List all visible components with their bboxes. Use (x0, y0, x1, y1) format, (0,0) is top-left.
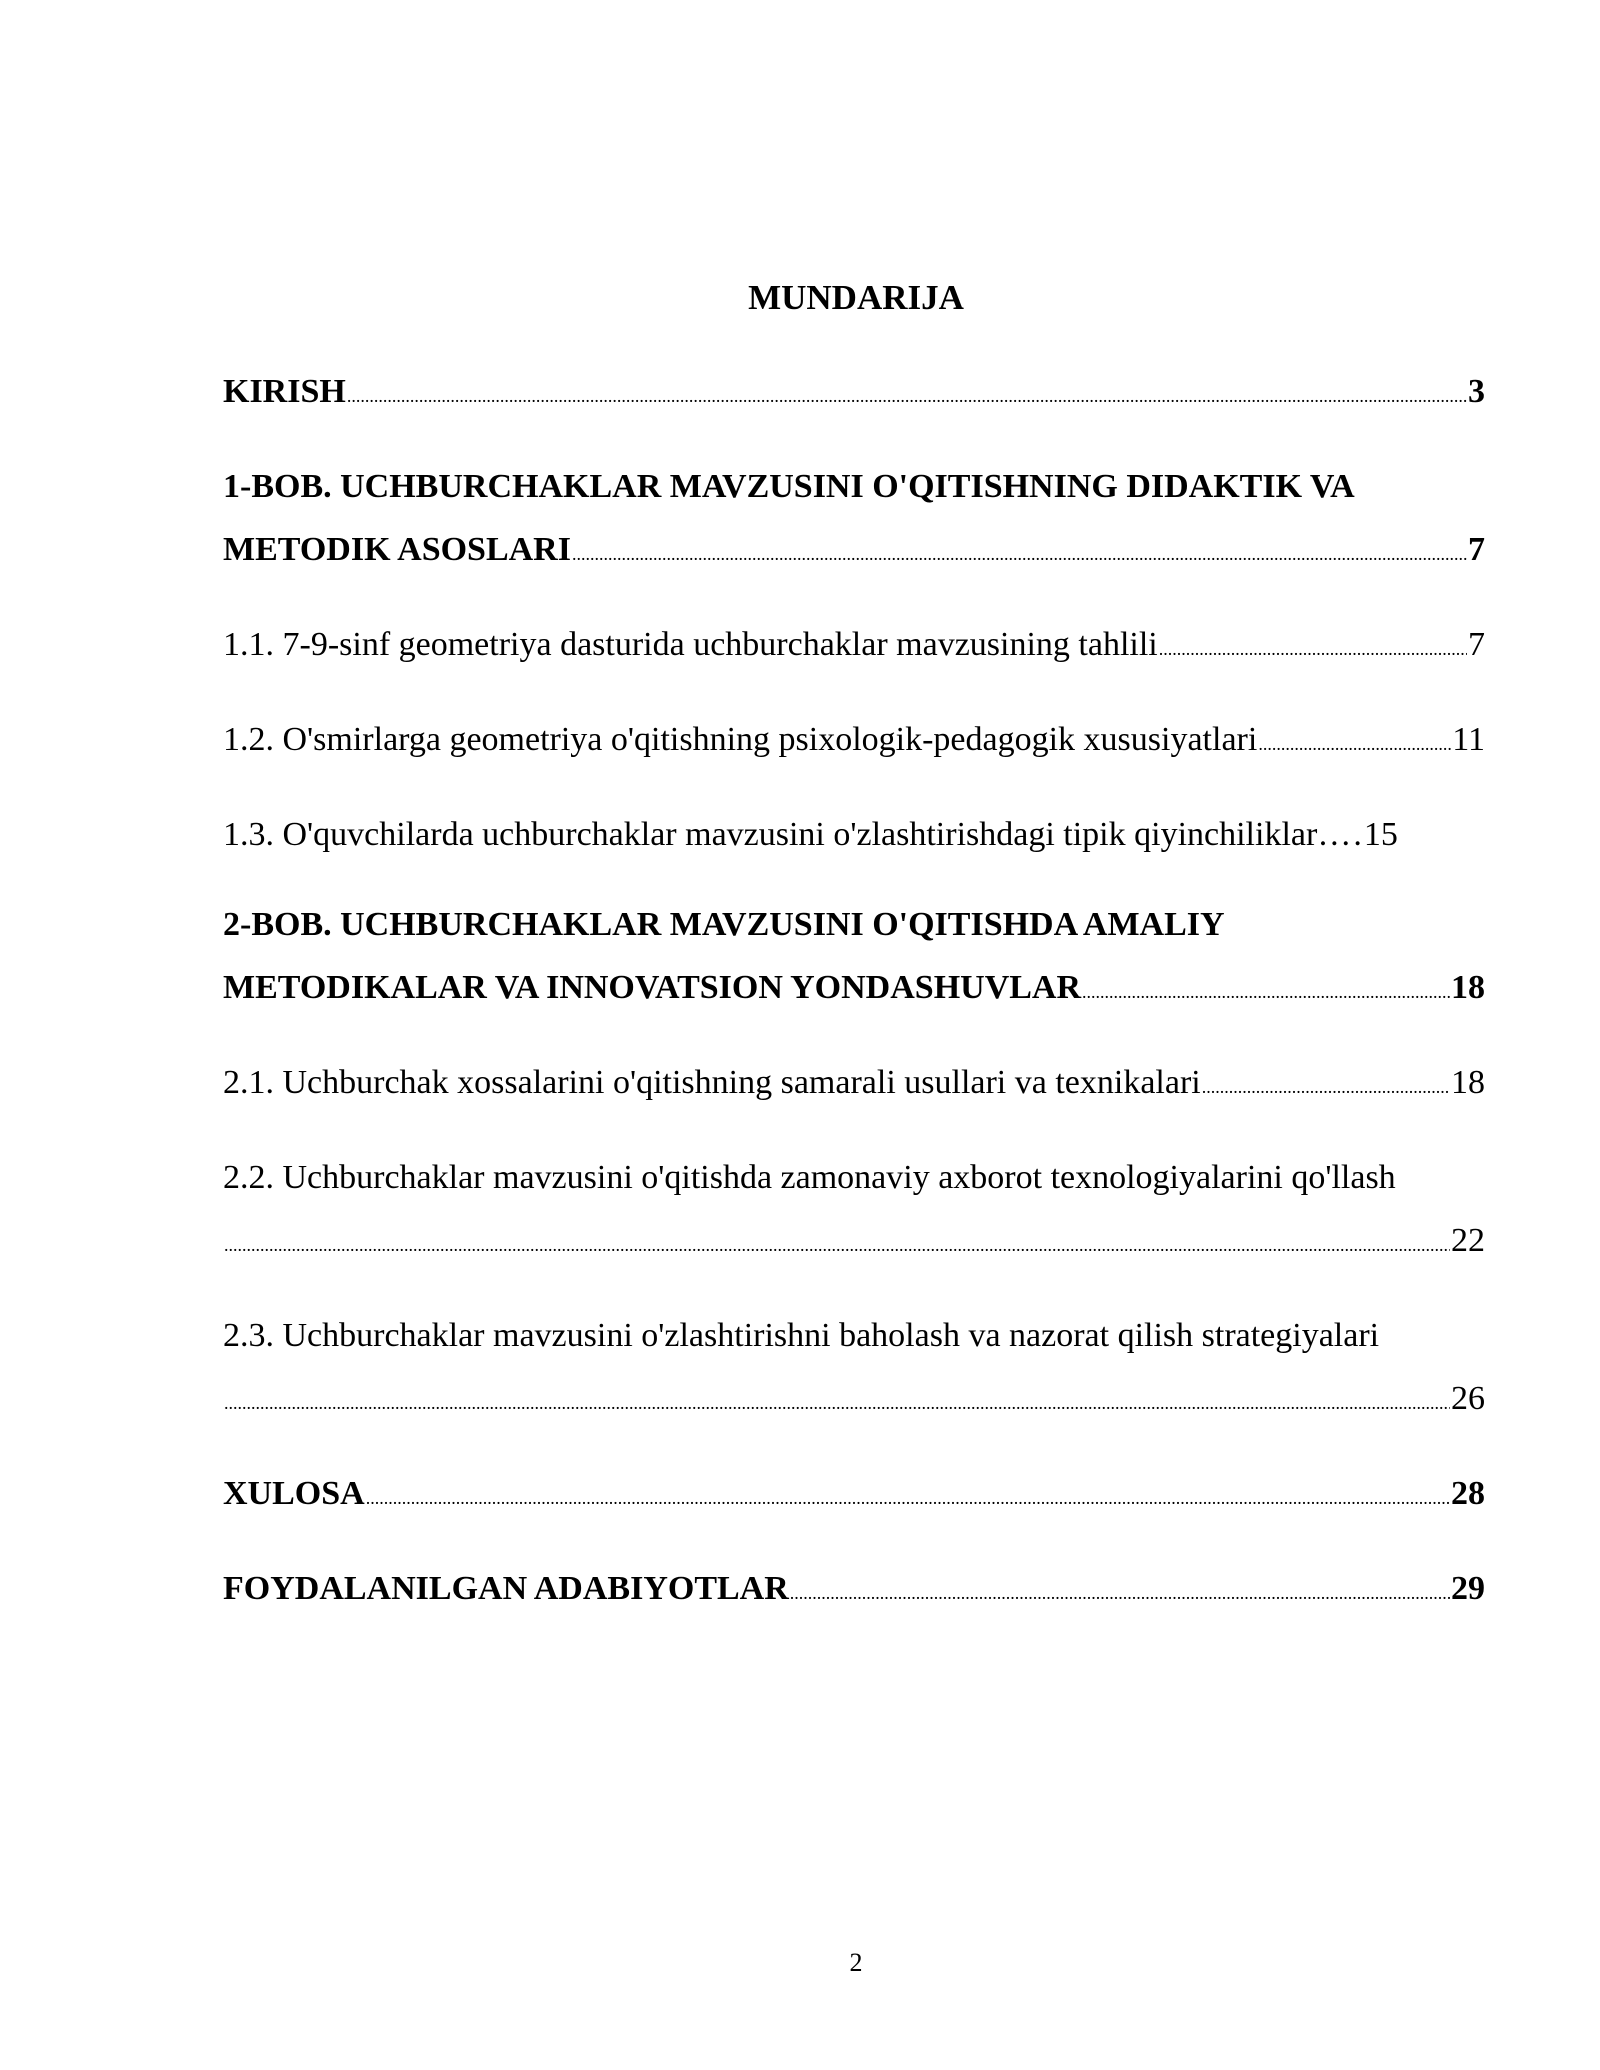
toc-entry-2-2[interactable] (223, 1146, 1485, 1277)
toc-entry-title: FOYDALANILGAN ADABIYOTLAR (223, 1570, 789, 1607)
dot-leader (1258, 713, 1451, 776)
dot-leader (224, 1214, 1450, 1277)
toc-entry-page: 3 (1468, 373, 1485, 410)
dot-leader (572, 523, 1467, 586)
toc-entry-1-1[interactable] (223, 613, 1485, 681)
dot-leader (1082, 961, 1450, 1024)
toc-entry-title-line-1: 2.2. Uchburchaklar mavzusini o'qitishda zamonaviy axborot texnologiyalarini qo'llash (223, 1159, 1396, 1196)
toc-entry-kirish[interactable] (223, 360, 1485, 428)
toc-entry-page: 22 (1451, 1222, 1485, 1259)
dot-leader (347, 365, 1467, 428)
dot-leader (790, 1562, 1450, 1625)
table-of-contents (223, 360, 1485, 1652)
toc-entry-1-2[interactable] (223, 708, 1485, 776)
toc-entry-page: 7 (1468, 531, 1485, 568)
toc-entry-page: 15 (1363, 816, 1398, 853)
toc-entry-1-3[interactable] (223, 803, 1485, 866)
toc-entry-title: 2.1. Uchburchak xossalarini o'qitishning samarali usullari va texnikalari (223, 1064, 1201, 1101)
toc-entry-title-line-1: 2.3. Uchburchaklar mavzusini o'zlashtirishni baholash va nazorat qilish strategiyalari (223, 1317, 1380, 1354)
page-number: 2 (849, 1948, 863, 1977)
toc-entry-page: 28 (1451, 1475, 1485, 1512)
toc-entry-chapter-1[interactable] (223, 455, 1485, 586)
dot-leader (1159, 618, 1467, 681)
toc-entry-xulosa[interactable] (223, 1462, 1485, 1530)
toc-entry-page: 26 (1451, 1380, 1485, 1417)
toc-entry-chapter-2[interactable] (223, 893, 1485, 1024)
toc-entry-page: 18 (1451, 969, 1485, 1006)
toc-entry-page: 29 (1451, 1570, 1485, 1607)
toc-title: MUNDARIJA (748, 278, 964, 317)
dot-leader (1202, 1056, 1450, 1119)
toc-entry-title: 1.3. O'quvchilarda uchburchaklar mavzusini o'zlashtirishdagi tipik qiyinchiliklar (223, 816, 1318, 853)
toc-entry-page: 18 (1451, 1064, 1485, 1101)
toc-entry-title: KIRISH (223, 373, 346, 410)
toc-entry-title: XULOSA (223, 1475, 365, 1512)
toc-entry-title: 1.2. O'smirlarga geometriya o'qitishning psixologik-pedagogik xususiyatlari (223, 721, 1258, 758)
ellipsis-leader: …. (1317, 816, 1364, 853)
toc-entry-2-1[interactable] (223, 1051, 1485, 1119)
toc-entry-page: 7 (1468, 626, 1485, 663)
toc-entry-title-line-1: 2-BOB. UCHBURCHAKLAR MAVZUSINI O'QITISHDA AMALIY (223, 906, 1225, 943)
dot-leader (224, 1372, 1450, 1435)
toc-entry-page: 11 (1452, 721, 1485, 758)
toc-entry-title-line-1: 1-BOB. UCHBURCHAKLAR MAVZUSINI O'QITISHNING DIDAKTIK VA (223, 468, 1355, 505)
toc-entry-2-3[interactable] (223, 1304, 1485, 1435)
dot-leader (366, 1467, 1450, 1530)
toc-entry-title-line-2: METODIK ASOSLARI (223, 531, 571, 568)
toc-entry-title: 1.1. 7-9-sinf geometriya dasturida uchburchaklar mavzusining tahlili (223, 626, 1158, 663)
toc-entry-title-line-2: METODIKALAR VA INNOVATSION YONDASHUVLAR (223, 969, 1082, 1006)
toc-entry-references[interactable] (223, 1557, 1485, 1625)
